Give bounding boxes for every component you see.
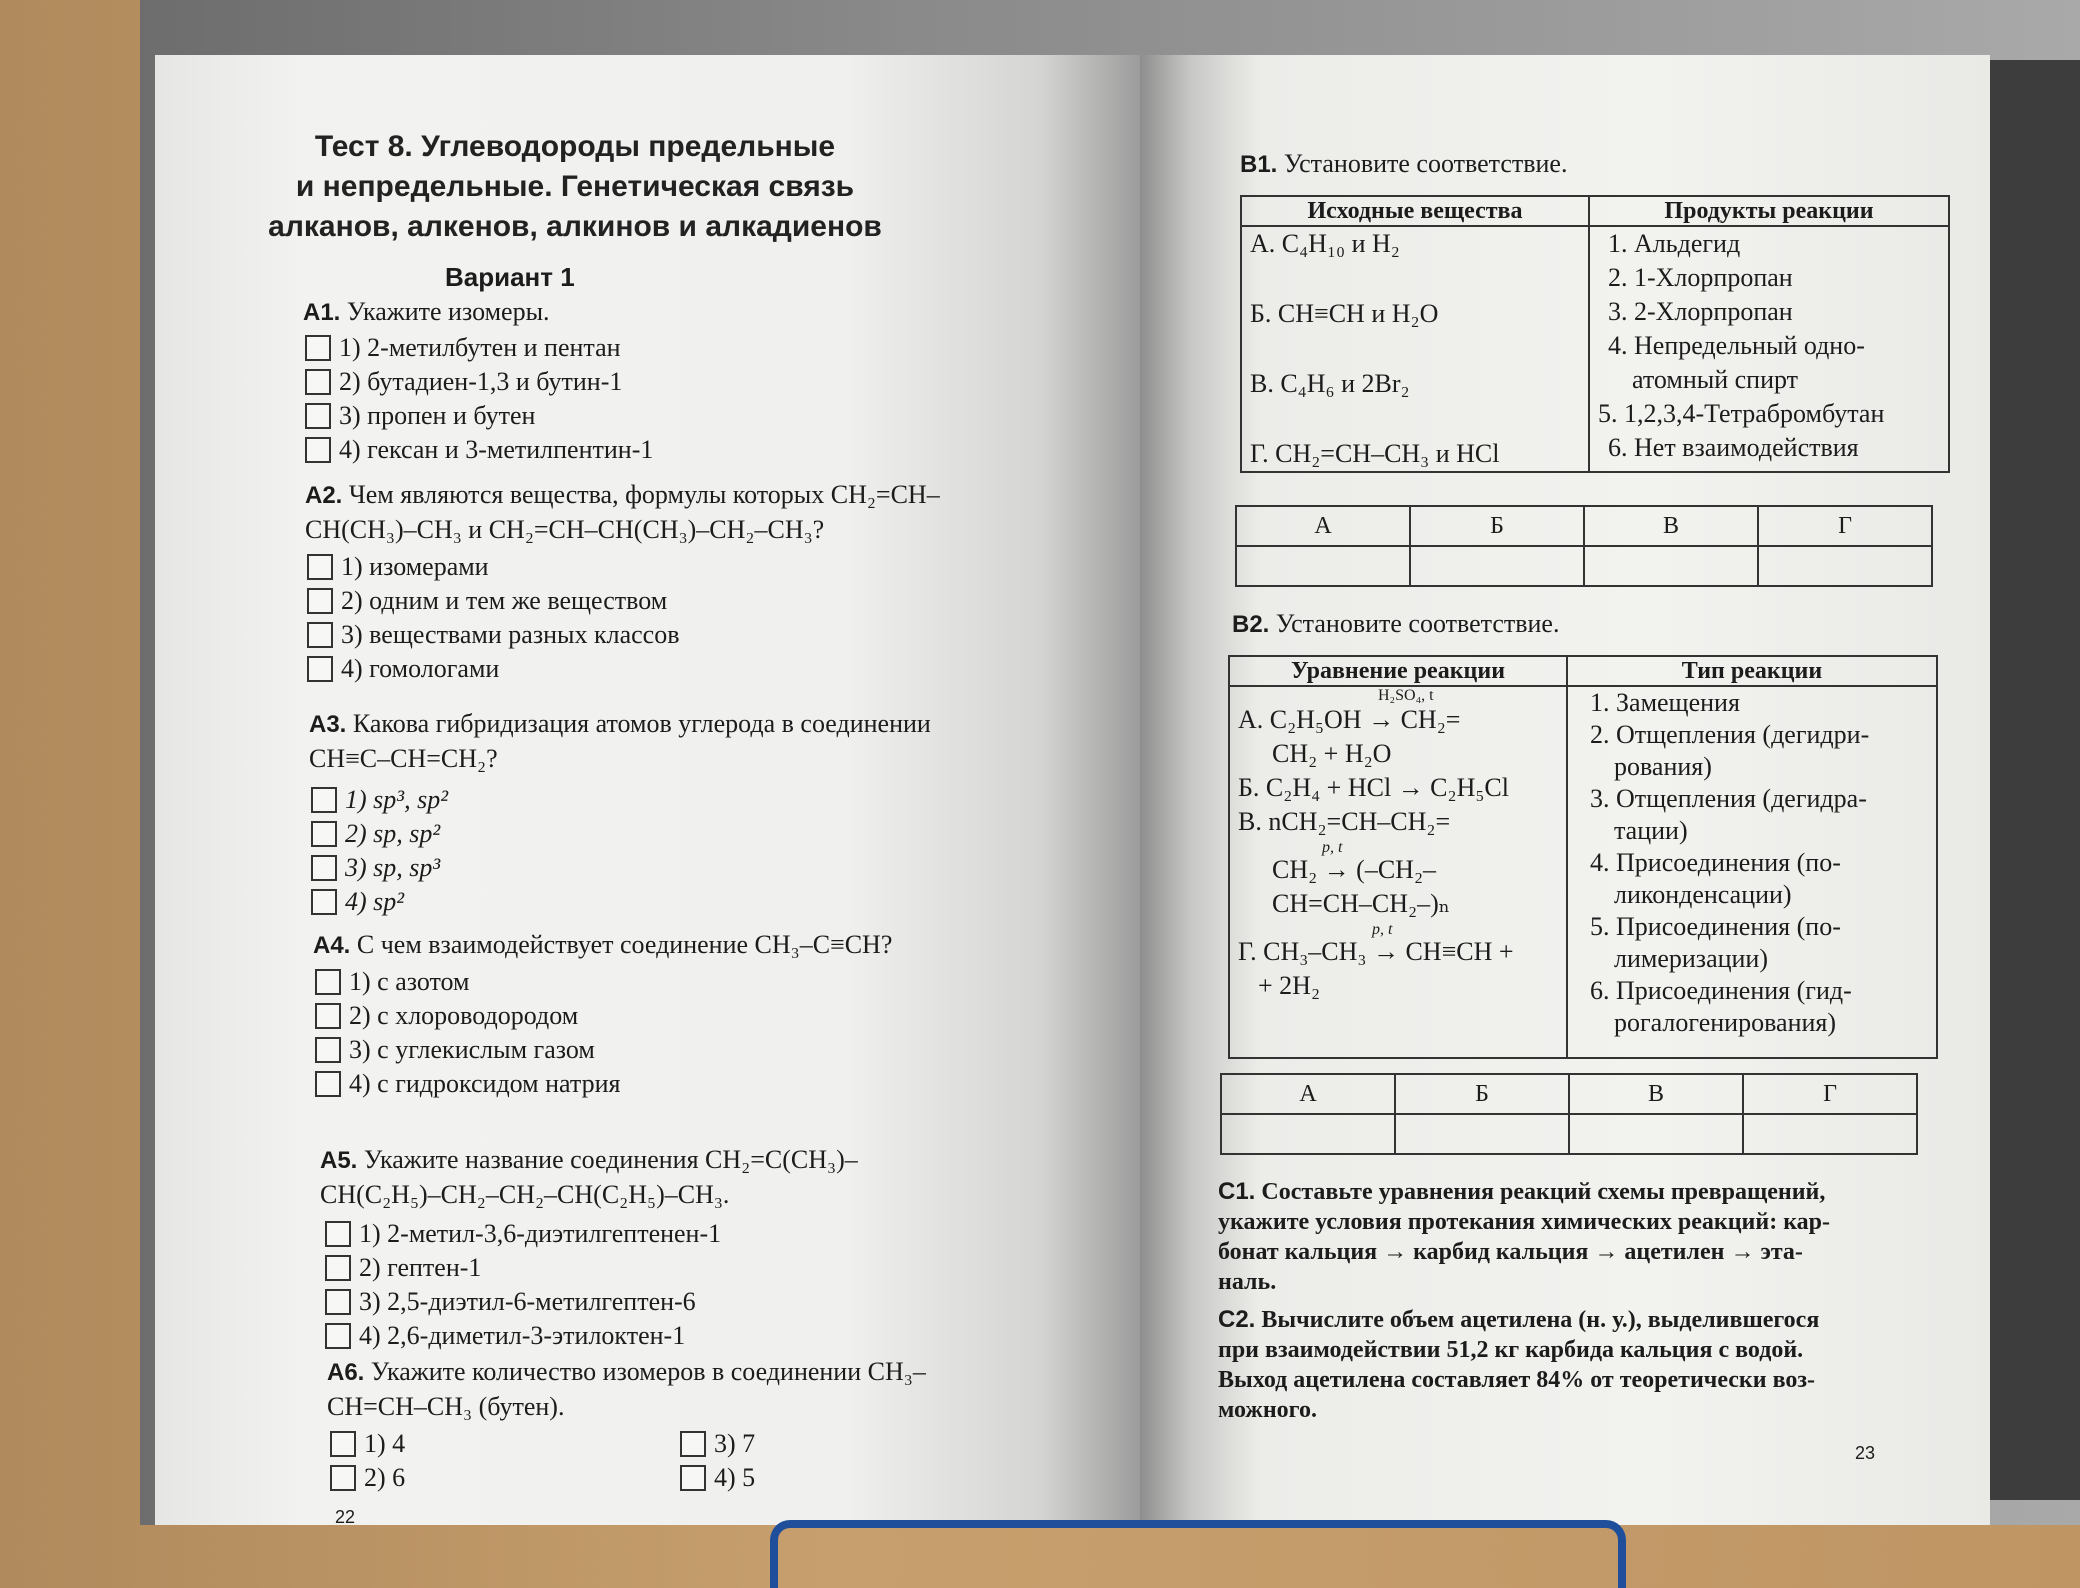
question-text: CH=CH–CH₃ (бутен). [327,1392,565,1421]
checkbox[interactable] [325,1255,351,1281]
question-text: CH(C₂H₅)–CH₂–CH₂–CH(C₂H₅)–CH₃. [320,1180,730,1209]
column-header: Продукты реакции [1589,196,1949,226]
checkbox[interactable] [330,1465,356,1491]
question-c1 [1218,1177,1830,1297]
answer-cell[interactable] [1221,1114,1395,1154]
title-line: алканов, алкенов, алкинов и алкадиенов [268,210,882,243]
a4-options [315,965,620,1101]
answer-header: Б [1395,1074,1569,1114]
checkbox[interactable] [307,656,333,682]
source-item: А. C₄H₁₀ и H₂ [1250,229,1400,258]
column-header: Тип реакции [1567,656,1937,686]
option-label: 3) sp, sp³ [345,853,441,882]
question-text: CH≡C–CH=CH₂? [309,744,498,773]
option-label: 3) 2,5-диэтил-6-метилгептен-6 [359,1287,696,1316]
checkbox[interactable] [315,1003,341,1029]
option-label: 3) с углекислым газом [349,1035,595,1064]
b2-answer-table [1220,1073,1918,1155]
source-item: Б. CH≡CH и H₂O [1250,299,1439,328]
option-label: 1) 2-метил-3,6-диэтилгептенен-1 [359,1219,722,1248]
checkbox[interactable] [311,821,337,847]
b2-table [1228,655,1938,1059]
condition-label: H₂SO₄, t [1378,687,1434,704]
a1-options [305,331,653,467]
right-page [1140,55,1990,1525]
option-label: 4) гомологами [341,654,500,683]
question-number: А2. [305,482,343,509]
equation-line: А. C₂H₅OH → CH₂= [1238,705,1461,734]
product-item: 2. 1-Хлорпропан [1608,263,1793,292]
sources-cell [1241,226,1589,472]
question-text: Установите соответствие. [1275,609,1560,638]
question-a6 [327,1355,926,1424]
products-cell [1589,226,1949,472]
question-number: В2. [1232,611,1270,638]
book-stand [770,1520,1626,1588]
equations-cell [1229,686,1567,1058]
question-text: можного. [1218,1397,1317,1423]
column-header: Уравнение реакции [1229,656,1567,686]
question-number: А4. [313,932,351,959]
question-text: бонат кальция → карбид кальция → ацетилен → эта- [1218,1239,1803,1265]
a5-options [325,1217,721,1353]
a6-options [330,1427,840,1495]
b1-answer-table [1235,505,1933,587]
answer-header: Б [1410,506,1584,546]
product-item: 1. Альдегид [1608,229,1741,258]
equation-line: В. nCH₂=CH–CH₂= [1238,807,1451,836]
question-text: Укажите количество изомеров в соединении CH₃– [370,1357,926,1386]
option-label: 1) 4 [364,1429,406,1458]
variant-label: Вариант 1 [445,262,575,292]
answer-header: Г [1743,1074,1917,1114]
a3-options [311,783,448,919]
option[interactable] [325,1285,721,1319]
question-a1 [303,295,550,330]
source-item: Г. CH₂=CH–CH₃ и HCl [1250,439,1500,468]
product-item: 5. 1,2,3,4-Тетрабромбутан [1598,399,1885,428]
page-number: 22 [335,1507,356,1525]
option[interactable] [311,783,448,817]
question-a3 [309,707,931,776]
type-item: 1. Замещения [1590,688,1740,717]
option-label: 3) пропен и бутен [339,401,536,430]
question-text: Выход ацетилена составляет 84% от теоретически воз- [1218,1367,1815,1393]
checkbox[interactable] [307,554,333,580]
question-text: при взаимодействии 51,2 кг карбида кальция с водой. [1218,1337,1804,1363]
question-c2 [1218,1305,1819,1425]
type-item: рогалогенирования) [1614,1008,1837,1037]
checkbox[interactable] [315,1037,341,1063]
option-label: 2) гептен-1 [359,1253,482,1282]
product-item: 4. Непредельный одно- [1608,331,1865,360]
option[interactable] [305,433,653,467]
b1-table [1240,195,1950,473]
checkbox[interactable] [315,969,341,995]
equation-line: CH₂ + H₂O [1272,739,1392,768]
test-title [265,127,885,247]
question-b1 [1240,147,1567,182]
checkbox[interactable] [325,1323,351,1349]
type-item: 2. Отщепления (дегидри- [1590,720,1870,749]
equation-line: CH=CH–CH₂–)ₙ [1272,889,1450,918]
checkbox[interactable] [305,369,331,395]
answer-cell[interactable] [1395,1114,1569,1154]
type-item: лимеризации) [1614,944,1769,973]
question-a2 [305,478,940,547]
checkbox[interactable] [680,1465,706,1491]
option-label: 4) sp² [345,887,405,916]
type-item: ликонденсации) [1614,880,1792,909]
checkbox[interactable] [305,437,331,463]
checkbox[interactable] [305,403,331,429]
option-label: 1) изомерами [341,552,489,581]
equation-line: Б. C₂H₄ + HCl → C₂H₅Cl [1238,773,1509,802]
answer-header: А [1221,1074,1395,1114]
checkbox[interactable] [305,335,331,361]
option[interactable] [311,885,448,919]
checkbox[interactable] [307,588,333,614]
condition-label: p, t [1322,839,1343,856]
equation-line: CH₂ → (–CH₂– [1272,855,1437,884]
answer-cell[interactable] [1758,546,1932,586]
product-item: 6. Нет взаимодействия [1608,433,1859,462]
option[interactable] [330,1427,680,1461]
equation-line: + 2H₂ [1258,971,1321,1000]
checkbox[interactable] [315,1071,341,1097]
option-label: 3) 7 [714,1429,756,1458]
question-number: А1. [303,299,341,326]
question-number: А3. [309,711,347,738]
answer-header: В [1584,506,1758,546]
option[interactable] [325,1319,721,1353]
checkbox[interactable] [325,1221,351,1247]
option[interactable] [307,584,679,618]
option-label: 4) 2,6-диметил-3-этилоктен-1 [359,1321,686,1350]
checkbox[interactable] [307,622,333,648]
question-b2 [1232,607,1559,642]
question-text: С чем взаимодействует соединение CH₃–C≡CH? [356,930,893,959]
option-label: 1) с азотом [349,967,470,996]
option-label: 2) с хлороводородом [349,1001,579,1030]
option[interactable] [325,1217,721,1251]
option[interactable] [307,550,679,584]
answer-header: Г [1758,506,1932,546]
type-item: 4. Присоединения (по- [1590,848,1841,877]
question-text: наль. [1218,1269,1277,1295]
question-a5 [320,1143,858,1212]
checkbox[interactable] [330,1431,356,1457]
question-number: А5. [320,1147,358,1174]
product-item: атомный спирт [1632,365,1799,394]
option[interactable] [305,365,653,399]
option-label: 4) с гидроксидом натрия [349,1069,621,1098]
question-text: Какова гибридизация атомов углерода в соединении [352,709,931,738]
page-number: 23 [1855,1443,1876,1463]
option[interactable] [307,618,679,652]
option[interactable] [325,1251,721,1285]
option-label: 4) 5 [714,1463,756,1492]
option-label: 1) 2-метилбутен и пентан [339,333,621,362]
question-text: Укажите изомеры. [346,297,550,326]
question-number: С1. [1218,1178,1256,1205]
source-item: В. C₄H₆ и 2Br₂ [1250,369,1410,398]
question-number: А6. [327,1359,365,1386]
option-label: 2) бутадиен-1,3 и бутин-1 [339,367,623,396]
option[interactable] [315,999,620,1033]
question-number: В1. [1240,151,1278,178]
type-item: тации) [1614,816,1688,845]
checkbox[interactable] [680,1431,706,1457]
answer-header: А [1236,506,1410,546]
option[interactable] [315,1033,620,1067]
option-label: 3) веществами разных классов [341,620,680,649]
option[interactable] [311,817,448,851]
question-text: Укажите название соединения CH₂=C(CH₃)– [363,1145,858,1174]
answer-cell[interactable] [1236,546,1410,586]
option-label: 2) одним и тем же веществом [341,586,668,615]
option-label: 2) sp, sp² [345,819,441,848]
column-header: Исходные вещества [1241,196,1589,226]
option-label: 2) 6 [364,1463,406,1492]
option[interactable] [680,1461,840,1495]
question-text: укажите условия протекания химических реакций: кар- [1218,1209,1830,1235]
question-a4 [313,928,892,963]
title-line: и непредельные. Генетическая связь [295,170,855,203]
question-text: Составьте уравнения реакций схемы превращений, [1261,1179,1826,1205]
question-text: Чем являются вещества, формулы которых CH₂=CH– [348,480,940,509]
option-label: 4) гексан и 3-метилпентин-1 [339,435,654,464]
question-text: Установите соответствие. [1283,149,1568,178]
answer-cell[interactable] [1569,1114,1743,1154]
equation-line: Г. CH₃–CH₃ → CH≡CH + [1238,937,1514,966]
answer-cell[interactable] [1410,546,1584,586]
option[interactable] [680,1427,840,1461]
left-page [155,55,1140,1525]
answer-header: В [1569,1074,1743,1114]
answer-cell[interactable] [1584,546,1758,586]
types-cell [1567,686,1937,1058]
question-text: CH(CH₃)–CH₃ и CH₂=CH–CH(CH₃)–CH₂–CH₃? [305,515,825,544]
product-item: 3. 2-Хлорпропан [1608,297,1793,326]
type-item: рования) [1614,752,1712,781]
checkbox[interactable] [311,787,337,813]
question-text: Вычислите объем ацетилена (н. у.), выделившегося [1261,1307,1820,1333]
option[interactable] [305,399,653,433]
checkbox[interactable] [325,1289,351,1315]
option[interactable] [311,851,448,885]
checkbox[interactable] [311,889,337,915]
option[interactable] [330,1461,680,1495]
type-item: 5. Присоединения (по- [1590,912,1841,941]
type-item: 6. Присоединения (гид- [1590,976,1852,1005]
option[interactable] [315,1067,620,1101]
option[interactable] [307,652,679,686]
question-number: С2. [1218,1306,1256,1333]
title-line: Тест 8. Углеводороды предельные [314,130,836,163]
type-item: 3. Отщепления (дегидра- [1590,784,1867,813]
condition-label: p, t [1372,921,1393,938]
option-label: 1) sp³, sp² [345,785,448,814]
a2-options [307,550,679,686]
option[interactable] [315,965,620,999]
option[interactable] [305,331,653,365]
checkbox[interactable] [311,855,337,881]
answer-cell[interactable] [1743,1114,1917,1154]
